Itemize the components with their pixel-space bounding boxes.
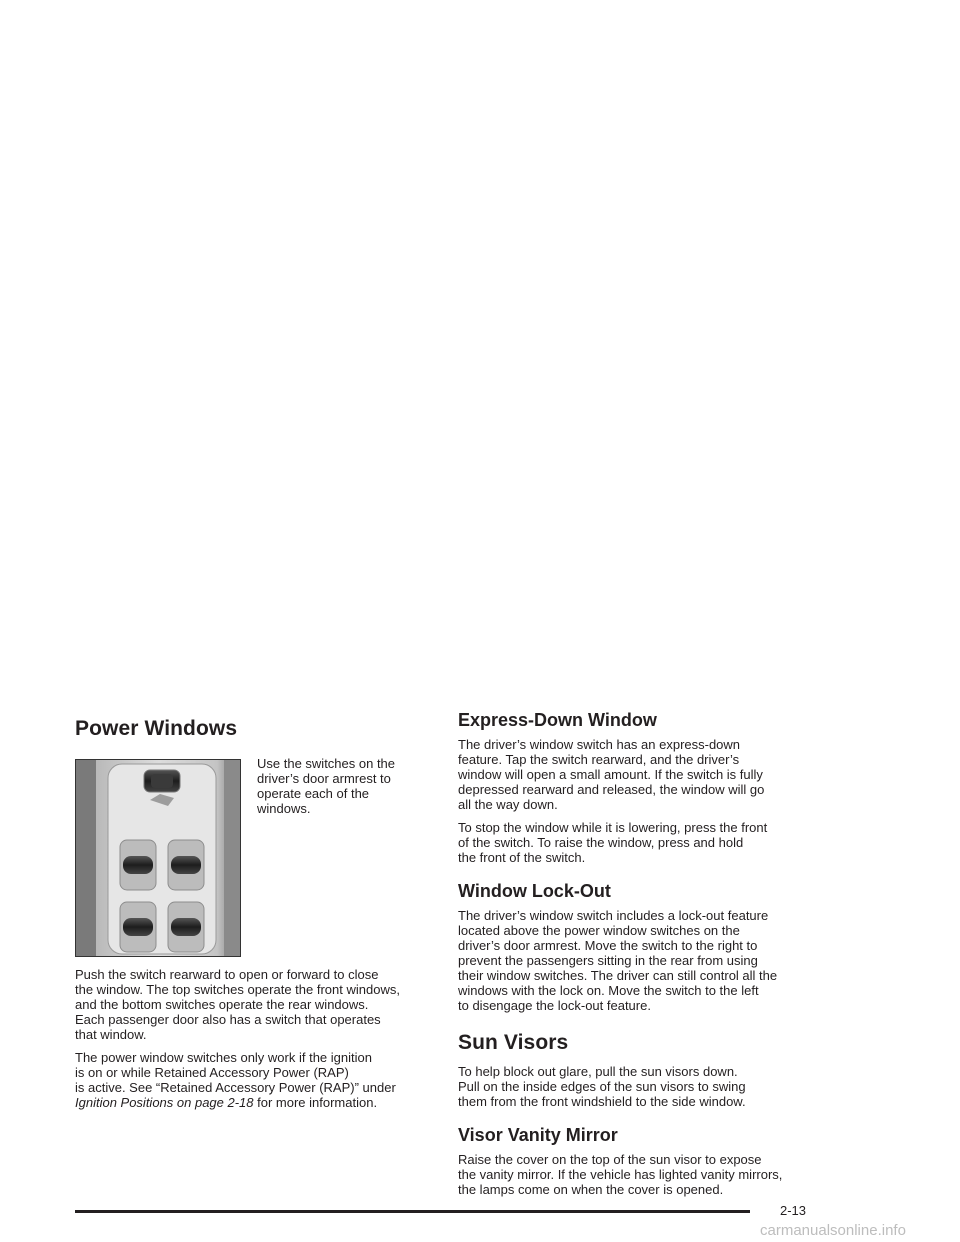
sun-visors-paragraph: To help block out glare, pull the sun visors down. Pull on the inside edges of the sun visors to swing them from the front windshield to the side window. [458,1064,746,1109]
right-column [458,700,810,1205]
watermark: carmanualsonline.info [760,1222,906,1239]
sun-visors-heading: Sun Visors [458,1031,569,1054]
power-windows-paragraph-2 [75,1050,430,1110]
paragraph-2-end: for more information. [253,1095,378,1110]
ignition-positions-link[interactable]: Ignition Positions on page 2-18 [75,1095,254,1110]
paragraph-2-text: The power window switches only work if the ignition is on or while Retained Accessory Power (RAP) is active. See “Retained Accessory Power (RAP)” under [75,1050,396,1095]
power-windows-paragraph-1: Push the switch rearward to open or forward to close the window. The top switches operate the front windows, and the bottom switches operate the rear windows. Each passenger door also has a switch that operates that window. [75,967,400,1042]
window-lockout-heading: Window Lock-Out [458,881,611,901]
page-number: 2-13 [780,1203,807,1218]
power-windows-figure [75,756,430,957]
window-lockout-paragraph: The driver’s window switch includes a lock-out feature located above the power window switches on the driver’s door armrest. Move the switch to the right to prevent the passengers sitting in the rear from using their window switches. The driver can still control all the windows with the lock on. Move the switch to the left to disengage the lock-out feature. [458,908,778,1013]
footer-rule [75,1210,750,1213]
power-windows-heading: Power Windows [75,717,238,740]
power-windows-side-text: Use the switches on the driver’s door armrest to operate each of the windows. [257,756,396,816]
window-switches-photo [75,759,241,957]
visor-vanity-mirror-heading: Visor Vanity Mirror [458,1125,618,1145]
left-column [75,700,430,1118]
visor-vanity-mirror-paragraph: Raise the cover on the top of the sun visor to expose the vanity mirror. If the vehicle has lighted vanity mirrors, the lamps come on when the cover is opened. [458,1152,783,1197]
express-down-paragraph-1: The driver’s window switch has an express-down feature. Tap the switch rearward, and the driver’s window will open a small amount. If the switch is fully depressed rearward and released, the window will go all the way down. [458,737,765,812]
express-down-heading: Express-Down Window [458,710,657,730]
express-down-paragraph-2: To stop the window while it is lowering, press the front of the switch. To raise the window, press and hold the front of the switch. [458,820,768,865]
